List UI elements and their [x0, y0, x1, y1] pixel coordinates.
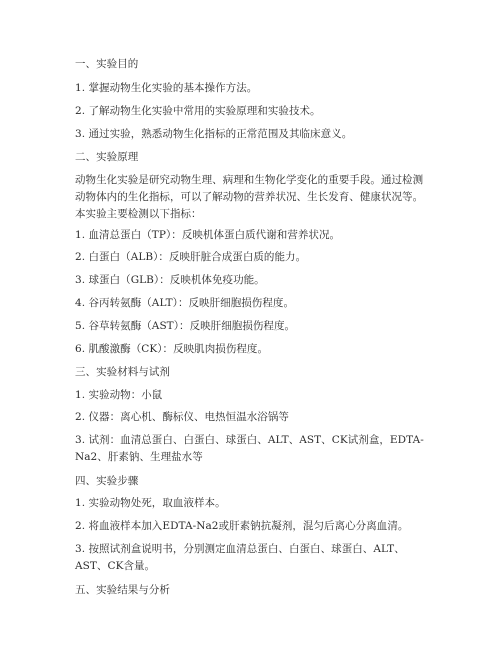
list-item: 4. 谷丙转氨酶（ALT）：反映肝细胞损伤程度。	[75, 297, 295, 309]
list-item: 3. 试剂：血清总蛋白、白蛋白、球蛋白、ALT、AST、CK试剂盒，EDTA-Na2、肝素钠、生理盐水等	[75, 434, 424, 463]
paragraph: 动物生化实验是研究动物生理、病理和生物化学变化的重要手段。通过检测动物体内的生化指标，可以了解动物的营养状况、生长发育、健康状况等。本实验主要检测以下指标：	[75, 174, 424, 220]
list-item: 3. 球蛋白（GLB）：反映机体免疫功能。	[75, 274, 265, 286]
list-item: 1. 掌握动物生化实验的基本操作方法。	[75, 82, 258, 94]
list-item: 1. 实验动物处死，取血液样本。	[75, 497, 226, 509]
section-heading: 五、实验结果与分析	[75, 584, 170, 596]
list-item: 6. 肌酸激酶（CK）：反映肌肉损伤程度。	[75, 343, 269, 355]
list-item: 2. 仪器：离心机、酶标仪、电热恒温水浴锅等	[75, 411, 289, 423]
list-item: 1. 血清总蛋白（TP）：反映机体蛋白质代谢和营养状况。	[75, 229, 341, 241]
list-item: 3. 按照试剂盒说明书，分别测定血清总蛋白、白蛋白、球蛋白、ALT、AST、CK含量。	[75, 543, 405, 572]
list-item: 1. 实验动物：小鼠	[75, 389, 163, 401]
list-item: 2. 白蛋白（ALB）：反映肝脏合成蛋白质的能力。	[75, 251, 307, 263]
section-heading: 四、实验步骤	[75, 475, 139, 487]
section-heading: 三、实验材料与试剂	[75, 366, 170, 378]
list-item: 2. 将血液样本加入EDTA-Na2或肝素钠抗凝剂，混匀后离心分离血清。	[75, 520, 409, 532]
section-heading: 一、实验目的	[75, 58, 139, 70]
section-heading: 二、实验原理	[75, 151, 139, 163]
list-item: 3. 通过实验，熟悉动物生化指标的正常范围及其临床意义。	[75, 128, 353, 140]
list-item: 5. 谷草转氨酶（AST）：反映肝细胞损伤程度。	[75, 320, 296, 332]
list-item: 2. 了解动物生化实验中常用的实验原理和实验技术。	[75, 105, 321, 117]
